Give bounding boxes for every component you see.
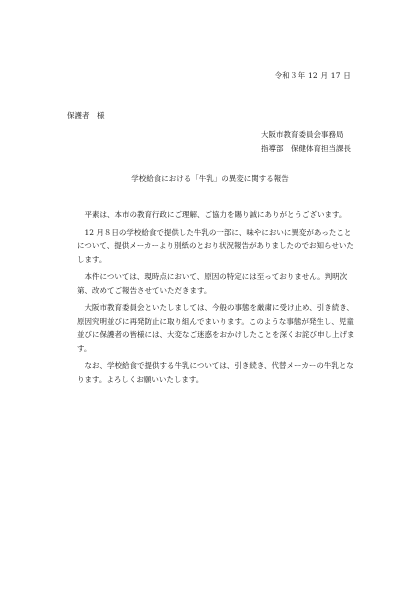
paragraph: 大阪市教育委員会といたしましては、今般の事態を厳粛に受け止め、引き続き、原因究明並びに再発防止に取り組んでまいります。このような事態が発生し、児童並びに保護者の皆様には、大変なご迷惑をおかけしたことを深くお詫び申し上げます。: [77, 303, 355, 353]
paragraph: 平素は、本市の教育行政にご理解、ご協力を賜り誠にありがとうございます。: [84, 210, 347, 219]
document-title: 学校給食における「牛乳」の異変に関する報告: [131, 174, 289, 183]
sender-organization: 大阪市教育委員会事務局: [261, 130, 344, 139]
paragraph: 本件については、現時点において、原因の特定には至っておりません。判明次第、改めてご報告させていただきます。: [77, 272, 348, 295]
recipient: 保護者 様: [67, 111, 105, 120]
paragraph: 12 月８日の学校給食で提供した牛乳の一部に、味やにおいに異変があったことについて、提供メーカーより別紙のとおり状況報告がありましたのでお知らせいたします。: [77, 227, 354, 264]
sender-block: [261, 128, 351, 156]
paragraph: なお、学校給食で提供する牛乳については、引き続き、代替メーカーの牛乳となります。よろしくお願いいたします。: [77, 361, 354, 384]
document-date: 令和３年 12 月 17 日: [274, 71, 351, 80]
sender-position: 指導部 保健体育担当課長: [261, 144, 351, 153]
document-body: [77, 208, 357, 390]
